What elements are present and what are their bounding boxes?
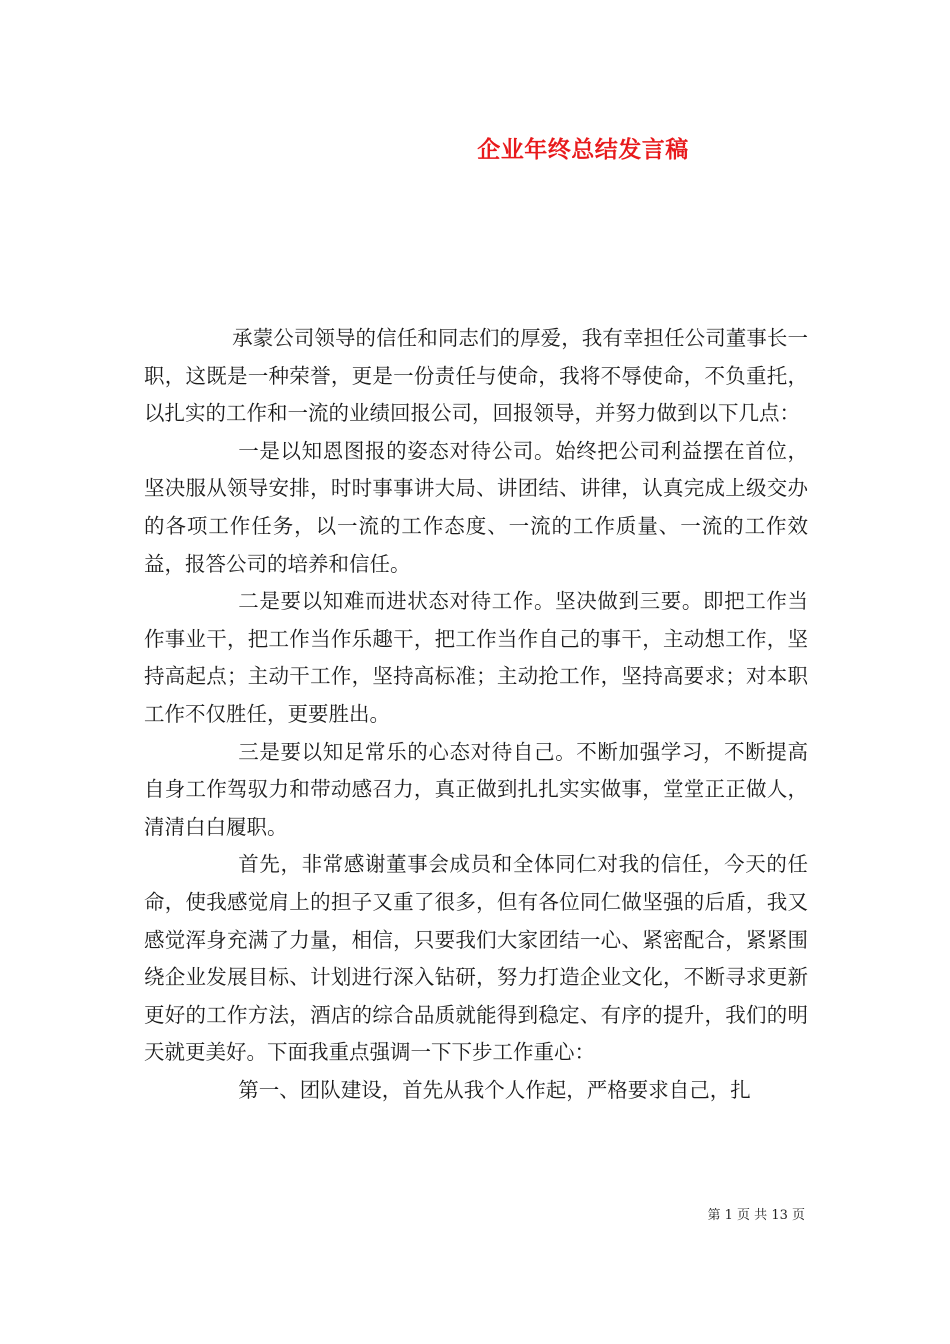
paragraph-thanks: 首先，非常感谢董事会成员和全体同仁对我的信任，今天的任命，使我感觉肩上的担子又重了很多，但有各位同仁做坚强的后盾，我又感觉浑身充满了力量，相信，只要我们大家团结一心、紧密配合，紧紧围绕企业发展目标、计划进行深入钻研，努力打造企业文化，不断寻求更新更好的工作方法，酒店的综合品质就能得到稳定、有序的提升，我们的明天就更美好。下面我重点强调一下下步工作重心：: [144, 852, 808, 1065]
paragraph-point-three: 三是要以知足常乐的心态对待自己。不断加强学习，不断提高自身工作驾驭力和带动感召力，真正做到扎扎实实做事，堂堂正正做人，清清白白履职。: [144, 739, 808, 839]
document-body: [144, 320, 808, 1109]
document-title: 企业年终总结发言稿: [477, 136, 689, 163]
paragraph-intro: 承蒙公司领导的信任和同志们的厚爱，我有幸担任公司董事长一职，这既是一种荣誉，更是一份责任与使命，我将不辱使命，不负重托，以扎实的工作和一流的业绩回报公司，回报领导，并努力做到以下几点：: [144, 326, 808, 426]
paragraph-team-building: 第一、团队建设，首先从我个人作起，严格要求自己，扎: [238, 1077, 751, 1102]
paragraph-point-two: 二是要以知难而进状态对待工作。坚决做到三要。即把工作当作事业干，把工作当作乐趣干，把工作当作自己的事干，主动想工作，坚持高起点；主动干工作，坚持高标准；主动抢工作，坚持高要求；对本职工作不仅胜任，更要胜出。: [144, 589, 808, 726]
page-number: 第 1 页 共 13 页: [707, 1208, 805, 1223]
paragraph-point-one: 一是以知恩图报的姿态对待公司。始终把公司利益摆在首位，坚决服从领导安排，时时事事讲大局、讲团结、讲律，认真完成上级交办的各项工作任务，以一流的工作态度、一流的工作质量、一流的工作效益，报答公司的培养和信任。: [144, 438, 808, 576]
